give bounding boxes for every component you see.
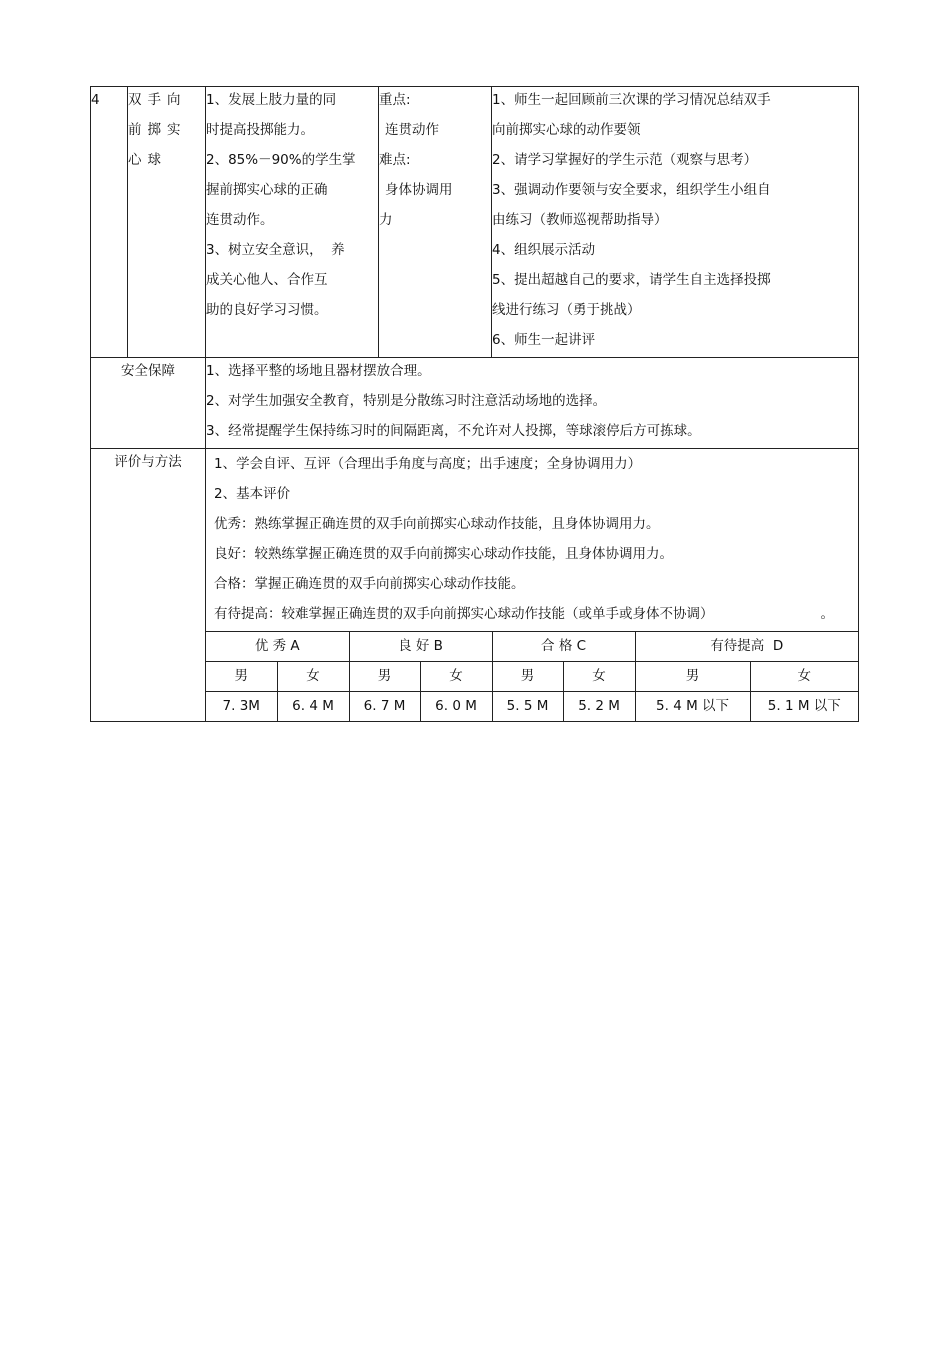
female-label: 女 <box>420 662 492 692</box>
content-line: 前掷实 <box>128 122 187 138</box>
gender-row <box>206 662 858 692</box>
grade-name: 有待提高 D <box>635 632 858 662</box>
content-line: 心球 <box>128 152 167 168</box>
female-distance: 5. 2 M <box>563 692 635 722</box>
process-line: 5、提出超越自己的要求，请学生自主选择投掷 <box>492 272 771 288</box>
safety-row <box>91 358 859 449</box>
grade-name: 优 秀 A <box>206 632 349 662</box>
male-label: 男 <box>206 662 277 692</box>
grade-header-row <box>206 632 858 662</box>
distance-row <box>206 692 858 722</box>
male-distance: 5. 5 M <box>492 692 563 722</box>
grade-standards-table <box>206 631 858 721</box>
evaluation-line-last <box>214 601 850 631</box>
process-line: 向前掷实心球的动作要领 <box>492 122 641 138</box>
lesson-plan-page <box>90 86 858 722</box>
process-line: 3、强调动作要领与安全要求，组织学生小组自 <box>492 182 771 198</box>
male-distance: 6. 7 M <box>349 692 420 722</box>
lesson-row <box>91 87 859 358</box>
female-distance: 6. 4 M <box>277 692 349 722</box>
male-label: 男 <box>349 662 420 692</box>
process-line: 由练习（教师巡视帮助指导） <box>492 212 668 228</box>
male-distance: 5. 4 M 以下 <box>635 692 750 722</box>
objective-line: 成关心他人、合作互 <box>206 272 328 288</box>
objective-line: 2、85%－90%的学生掌 <box>206 152 356 168</box>
safety-label: 安全保障 <box>121 363 175 379</box>
content-line: 双手向 <box>128 92 187 108</box>
safety-label-cell <box>91 358 206 449</box>
grade-name: 合 格 C <box>492 632 635 662</box>
male-label: 男 <box>492 662 563 692</box>
evaluation-label-cell <box>91 449 206 722</box>
female-label: 女 <box>277 662 349 692</box>
evaluation-label: 评价与方法 <box>114 454 182 470</box>
key-point-text: 连贯动作 <box>385 122 439 138</box>
female-distance: 6. 0 M <box>420 692 492 722</box>
safety-line: 2、对学生加强安全教育，特别是分散练习时注意活动场地的选择。 <box>206 393 607 409</box>
safety-line: 3、经常提醒学生保持练习时的间隔距离，不允许对人投掷，等球滚停后方可拣球。 <box>206 423 701 439</box>
evaluation-line: 2、基本评价 <box>214 486 291 502</box>
lesson-number-cell <box>91 87 128 358</box>
safety-line: 1、选择平整的场地且器材摆放合理。 <box>206 363 431 379</box>
objectives-cell <box>206 87 379 358</box>
objective-line: 握前掷实心球的正确 <box>206 182 328 198</box>
lesson-number: 4 <box>91 92 100 108</box>
process-line: 线进行练习（勇于挑战） <box>492 302 641 318</box>
objective-line: 助的良好学习习惯。 <box>206 302 328 318</box>
female-distance: 5. 1 M 以下 <box>750 692 858 722</box>
evaluation-line: 有待提高：较难掌握正确连贯的双手向前掷实心球动作技能（或单手或身体不协调） <box>214 606 714 622</box>
grade-name: 良 好 B <box>349 632 492 662</box>
male-label: 男 <box>635 662 750 692</box>
trailing-period: 。 <box>820 606 834 622</box>
evaluation-content-cell <box>206 449 859 722</box>
lesson-plan-table <box>90 86 859 722</box>
lesson-content-cell <box>128 87 206 358</box>
evaluation-line: 合格：掌握正确连贯的双手向前掷实心球动作技能。 <box>214 576 525 592</box>
difficulty-text: 力 <box>379 212 393 228</box>
male-distance: 7. 3M <box>206 692 277 722</box>
key-points-cell <box>379 87 492 358</box>
evaluation-line: 良好：较熟练掌握正确连贯的双手向前掷实心球动作技能，且身体协调用力。 <box>214 546 673 562</box>
female-label: 女 <box>750 662 858 692</box>
key-point-label: 重点: <box>379 92 411 108</box>
evaluation-line: 1、学会自评、互评（合理出手角度与高度；出手速度；全身协调用力） <box>214 456 642 472</box>
process-line: 2、请学习掌握好的学生示范（观察与思考） <box>492 152 758 168</box>
female-label: 女 <box>563 662 635 692</box>
difficulty-text: 身体协调用 <box>385 182 453 198</box>
objective-line: 1、发展上肢力量的同 <box>206 92 337 108</box>
objective-line: 连贯动作。 <box>206 212 274 228</box>
process-cell <box>492 87 859 358</box>
evaluation-row <box>91 449 859 722</box>
process-line: 6、师生一起讲评 <box>492 332 596 348</box>
difficulty-label: 难点: <box>379 152 411 168</box>
safety-content-cell <box>206 358 859 449</box>
objective-line: 时提高投掷能力。 <box>206 122 314 138</box>
process-line: 4、组织展示活动 <box>492 242 596 258</box>
objective-line: 3、树立安全意识， 养 <box>206 242 345 258</box>
process-line: 1、师生一起回顾前三次课的学习情况总结双手 <box>492 92 771 108</box>
evaluation-line: 优秀：熟练掌握正确连贯的双手向前掷实心球动作技能，且身体协调用力。 <box>214 516 660 532</box>
